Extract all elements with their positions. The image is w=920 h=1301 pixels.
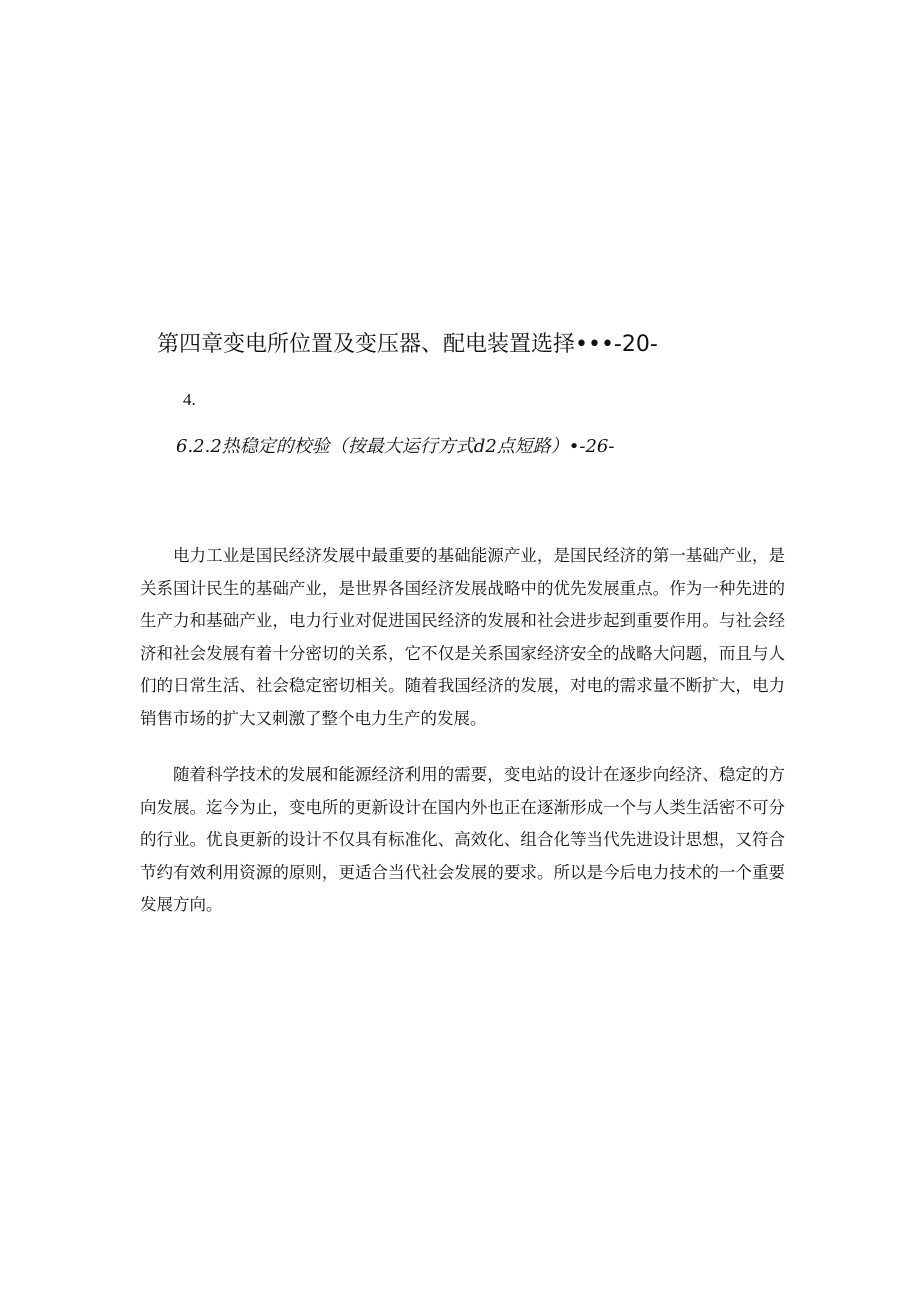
- body-paragraph-2: 随着科学技术的发展和能源经济利用的需要，变电站的设计在逐步向经济、稳定的方向发展。迄今为止，变电所的更新设计在国内外也正在逐渐形成一个与人类生活密不可分的行业。优良更新的设计不仅具有标准化、高效化、组合化等当代先进设计思想，又符合节约有效利用资源的原则，更适合当代社会发展的要求。所以是今后电力技术的一个重要发展方向。: [140, 765, 785, 914]
- toc-entry-chapter-4[interactable]: 第四章变电所位置及变压器、配电装置选择•••-20-: [157, 332, 658, 357]
- body-paragraph-1: 电力工业是国民经济发展中最重要的基础能源产业，是国民经济的第一基础产业，是关系国计民生的基础产业，是世界各国经济发展战略中的优先发展重点。作为一种先进的生产力和基础产业，电力行业对促进国民经济的发展和社会进步起到重要作用。与社会经济和社会发展有着十分密切的关系，它不仅是关系国家经济安全的战略大问题，而且与人们的日常生活、社会稳定密切相关。随着我国经济的发展，对电的需求量不断扩大，电力销售市场的扩大又刺激了整个电力生产的发展。: [140, 546, 785, 728]
- toc-section-number: 4.: [183, 390, 196, 409]
- toc-entry-subsection[interactable]: 6.2.2热稳定的校验（按最大运行方式d2点短路）•-26-: [176, 436, 615, 457]
